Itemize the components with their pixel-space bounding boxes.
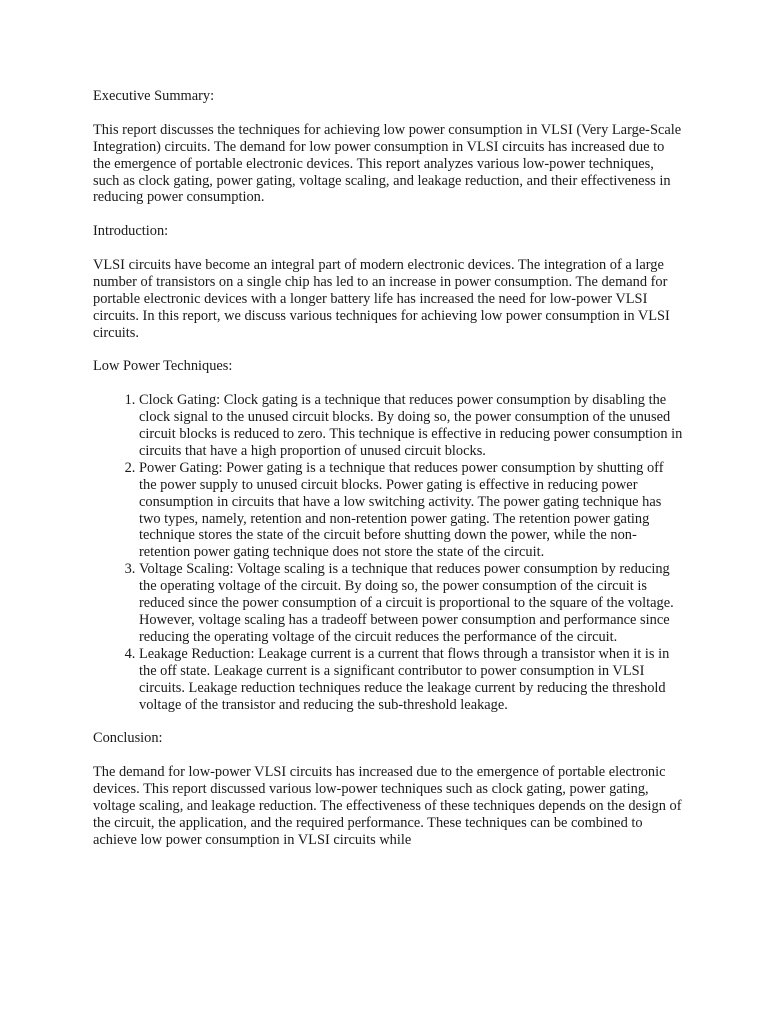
executive-summary-heading: Executive Summary: [93, 88, 215, 104]
list-item-voltage-scaling: 3. Voltage Scaling: Voltage scaling is a technique that reduces power consumption by reducing the operating voltage of the circuit. By doing so, the power consumption of the circuit is reduced since the power consumption of a circuit is proportional to the square of the voltage. However, voltage scaling has a tradeoff between power consumption and performance since reducing the operating voltage of the circuit reduces the performance of the circuit. [139, 561, 683, 646]
conclusion-body: The demand for low-power VLSI circuits has increased due to the emergence of portable electronic devices. This report discussed various low-power techniques such as clock gating, power gating, voltage scaling, and leakage reduction. The effectiveness of these techniques depends on the design of the circuit, the application, and the required performance. These techniques can be combined to achieve low power consumption in VLSI circuits while [93, 764, 682, 848]
introduction-heading: Introduction: [93, 223, 169, 240]
list-item-power-gating: 2. Power Gating: Power gating is a technique that reduces power consumption by shutting off the power supply to unused circuit blocks. Power gating is effective in reducing power consumption in circuits that have a low switching activity. The power gating technique has two types, namely, retention and non-retention power gating. The retention power gating technique stores the state of the circuit before shutting down the power, while the non-retention power gating technique does not store the state of the circuit. [139, 460, 683, 561]
list-item-leakage-reduction: 4. Leakage Reduction: Leakage current is a current that flows through a transistor when it is in the off state. Leakage current is a significant contributor to power consumption in VLSI circuits. Leakage reduction techniques reduce the leakage current by reducing the threshold voltage of the transistor and reducing the sub-threshold leakage. [139, 646, 683, 714]
techniques-list [93, 392, 683, 713]
document-page [93, 88, 683, 866]
conclusion-heading: Conclusion: [93, 730, 163, 747]
introduction-body: VLSI circuits have become an integral part of modern electronic devices. The integration of a large number of transistors on a single chip has led to an increase in power consumption. The demand for portable electronic devices with a longer battery life has increased the need for low-power VLSI circuits. In this report, we discuss various techniques for achieving low power consumption in VLSI circuits. [93, 257, 670, 341]
low-power-techniques-heading: Low Power Techniques: [93, 358, 233, 375]
executive-summary-body: This report discusses the techniques for achieving low power consumption in VLSI (Very Large-Scale Integration) circuits. The demand for low power consumption in VLSI circuits has increased due to the emergence of portable electronic devices. This report analyzes various low-power techniques, such as clock gating, power gating, voltage scaling, and leakage reduction, and their effectiveness in reducing power consumption. [93, 121, 682, 206]
list-item-clock-gating: 1. Clock Gating: Clock gating is a technique that reduces power consumption by disabling the clock signal to the unused circuit blocks. By doing so, the power consumption of the unused circuit blocks is reduced to zero. This technique is effective in reducing power consumption in circuits that have a high proportion of unused circuit blocks. [139, 392, 683, 460]
